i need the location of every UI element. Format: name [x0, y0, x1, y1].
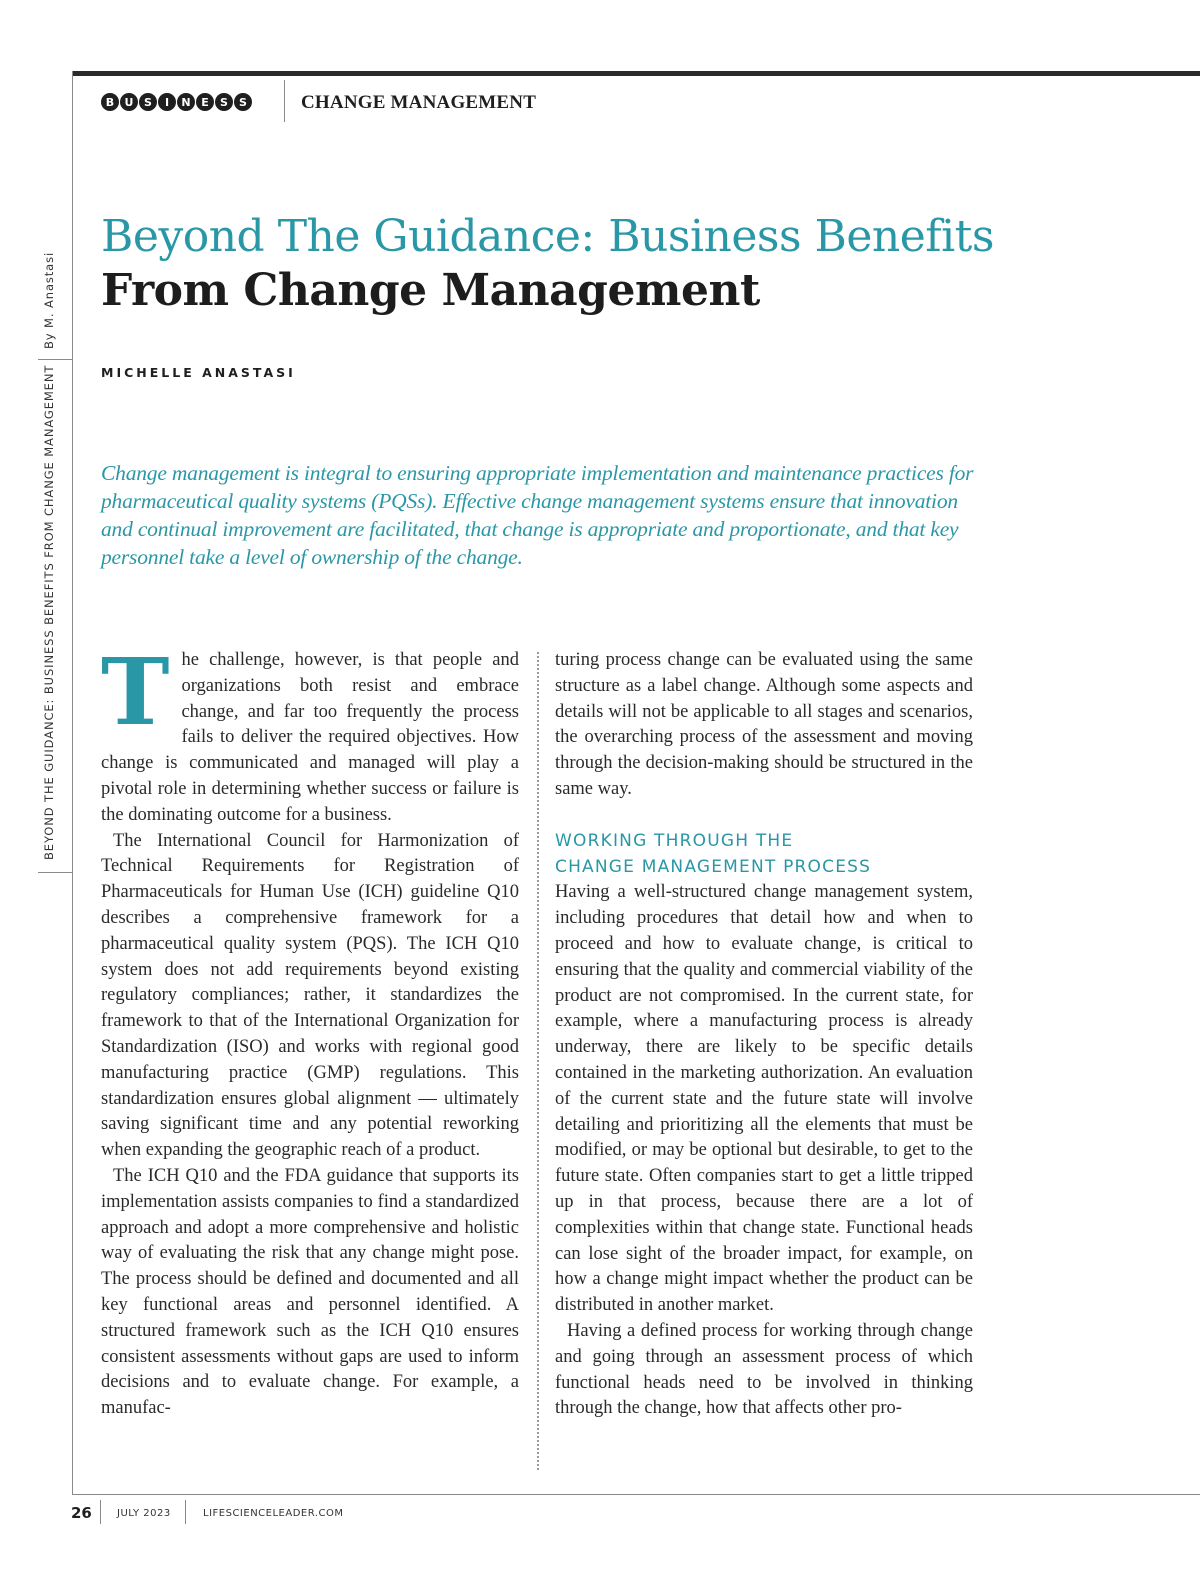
section-title: CHANGE MANAGEMENT — [301, 92, 537, 113]
author-name: MICHELLE ANASTASI — [101, 365, 296, 380]
footer-divider — [185, 1500, 186, 1524]
body-column-left — [101, 638, 519, 1422]
body-paragraph: Having a defined process for working through change and going through an assessment process of which functional heads need to be involved in thinking through the change, how that affects other pro- — [555, 1320, 973, 1419]
body-paragraph: The International Council for Harmonization of Technical Requirements for Registration of Pharmaceuticals for Human Use (ICH) guideline Q10 describes a comprehensive framework for a pharmaceutical quality system (PQS). The ICH Q10 system does not add requirements beyond existing regulatory compliances; rather, it standardizes the framework to that of the International Organization for Standardization (ISO) and works with regional good manufacturing practice (GMP) regulations. This standardization ensures global alignment — ultimately saving significant time and any potential reworking when expanding the geographic reach of a product. — [101, 830, 519, 1161]
subheading-line: WORKING THROUGH THE — [555, 830, 794, 851]
body-paragraph: turing process change can be evaluated using the same structure as a label change. Although some aspects and details will not be applicable to all stages and scenarios, the overarching process of the assessment and moving through the decision-making should be structured in the same way. — [555, 650, 973, 799]
title-line-1: Beyond The Guidance: Business Benefits — [101, 211, 994, 262]
article-deck: Change management is integral to ensuring appropriate implementation and maintenance practices for pharmaceutical quality systems (PQSs). Effective change management systems ensure that innovation and continual improvement are facilitated, that change is appropriate and proportionate, and that key personnel take a level of ownership of the change. — [101, 461, 974, 569]
section-letter: B — [101, 93, 119, 111]
section-letter: S — [234, 93, 252, 111]
article-title — [101, 210, 1001, 318]
section-letter: S — [139, 93, 157, 111]
column-divider — [537, 652, 539, 1470]
sidebar-divider — [38, 872, 72, 873]
footer-divider — [100, 1500, 101, 1524]
sidebar-byline: By M. Anastasi — [42, 251, 56, 349]
section-badge — [101, 93, 252, 111]
body-paragraph — [101, 638, 519, 829]
section-letter: I — [158, 93, 176, 111]
body-paragraph: The ICH Q10 and the FDA guidance that supports its implementation assists companies to find a standardized approach and adopt a more comprehensive and holistic way of evaluating the risk that any change might pose. The process should be defined and documented and all key functional areas and personnel identified. A structured framework such as the ICH Q10 ensures consistent assessments without gaps are used to inform decisions and to evaluate change. For example, a manufac- — [101, 1165, 519, 1419]
body-paragraph: Having a well-structured change management system, including procedures that detail how and when to proceed and how to evaluate change, is critical to ensuring that the quality and commercial viability of the product are not compromised. In the current state, for example, where a manufacturing process is already underway, there are likely to be specific details contained in the marketing authorization. An evaluation of the current state and the future state will involve detailing and prioritizing all the elements that must be modified, or may be optional but desirable, to get to the future state. Often companies start to get a little tripped up in that process, because there are a lot of complexities within that change state. Functional heads can lose sight of the broader impact, for example, on how a change might impact whether the product can be distributed in another market. — [555, 882, 973, 1316]
page-number: 26 — [71, 1504, 92, 1522]
drop-cap: T — [101, 638, 170, 746]
sidebar-running-title: BEYOND THE GUIDANCE: BUSINESS BENEFITS FROM CHANGE MANAGEMENT — [42, 364, 56, 860]
left-margin-rule — [72, 71, 73, 1495]
paragraph-text: he challenge, however, is that people and organizations both resist and embrace change, and far too frequently the process fails to deliver the required objectives. How change is communicated and managed will play a pivotal role in determining whether success or failure is the dominating outcome for a business. — [101, 650, 519, 825]
header-divider — [284, 80, 285, 122]
section-letter: U — [120, 93, 138, 111]
section-letter: N — [177, 93, 195, 111]
section-letter: E — [196, 93, 214, 111]
section-letter: S — [215, 93, 233, 111]
publication-site: LIFESCIENCELEADER.COM — [203, 1508, 344, 1519]
body-column-right — [555, 648, 973, 1422]
issue-date: JULY 2023 — [117, 1508, 171, 1519]
title-line-2: From Change Management — [101, 265, 760, 316]
sidebar-divider — [38, 359, 72, 360]
top-rule — [72, 71, 1200, 76]
footer-rule — [72, 1494, 1200, 1495]
subheading-line: CHANGE MANAGEMENT PROCESS — [555, 856, 872, 877]
subheading — [555, 829, 973, 881]
